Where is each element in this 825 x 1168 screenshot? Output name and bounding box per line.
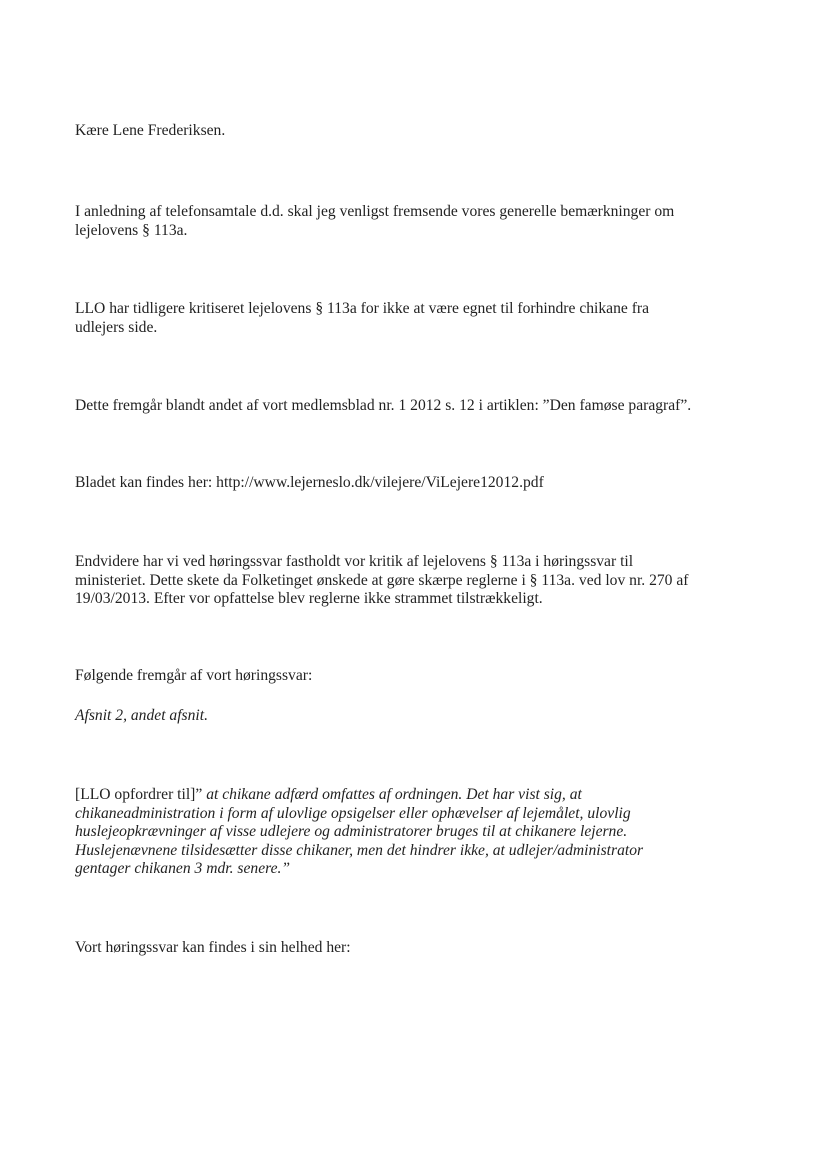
paragraph-member-magazine: Dette fremgår blandt andet af vort medlemsblad nr. 1 2012 s. 12 i artiklen: ”Den famøse paragraf”. bbox=[75, 397, 692, 414]
paragraph-line: I anledning af telefonsamtale d.d. skal jeg venligst fremsende vores generelle bemærkninger om bbox=[75, 203, 675, 220]
paragraph-line: LLO har tidligere kritiseret lejelovens § 113a for ikke at være egnet til forhindre chikane fra bbox=[75, 300, 650, 317]
quote-block bbox=[75, 786, 755, 879]
quote-prefix: [LLO opfordrer til]” bbox=[75, 786, 203, 803]
paragraph-magazine-link: Bladet kan findes her: http://www.lejerneslo.dk/vilejere/ViLejere12012.pdf bbox=[75, 474, 544, 491]
quote-line: Huslejenævnene tilsidesætter disse chikaner, men det hindrer ikke, at udlejer/administrator bbox=[75, 841, 644, 859]
paragraph-find-response: Vort høringssvar kan findes i sin helhed her: bbox=[75, 939, 351, 956]
quote-line: chikaneadministration i form af ulovlige opsigelser eller ophævelser af lejemålet, ulovlig bbox=[75, 804, 631, 822]
quote-line bbox=[75, 786, 755, 805]
paragraph-line: lejelovens § 113a. bbox=[75, 221, 188, 239]
quote-text: at chikane adfærd omfattes af ordningen. Det har vist sig, at bbox=[202, 786, 582, 803]
paragraph-following: Følgende fremgår af vort høringssvar: bbox=[75, 667, 313, 684]
paragraph-intro bbox=[75, 203, 755, 240]
paragraph-line: udlejers side. bbox=[75, 318, 158, 336]
paragraph-criticism bbox=[75, 300, 755, 337]
paragraph-line: Endvidere har vi ved høringssvar fastholdt vor kritik af lejelovens § 113a i høringssvar til bbox=[75, 553, 634, 570]
paragraph-hearing-response bbox=[75, 553, 755, 609]
greeting: Kære Lene Frederiksen. bbox=[75, 122, 226, 139]
paragraph-line: 19/03/2013. Efter vor opfattelse blev reglerne ikke strammet tilstrækkeligt. bbox=[75, 590, 543, 607]
paragraph-line: ministeriet. Dette skete da Folketinget ønskede at gøre skærpe reglerne i § 113a. ved lov nr. 270 af bbox=[75, 571, 689, 589]
quote-line: gentager chikanen 3 mdr. senere.” bbox=[75, 860, 291, 877]
section-reference: Afsnit 2, andet afsnit. bbox=[75, 707, 208, 724]
quote-line: huslejeopkrævninger af visse udlejere og administratorer bruges til at chikanere lejerne. bbox=[75, 823, 628, 840]
